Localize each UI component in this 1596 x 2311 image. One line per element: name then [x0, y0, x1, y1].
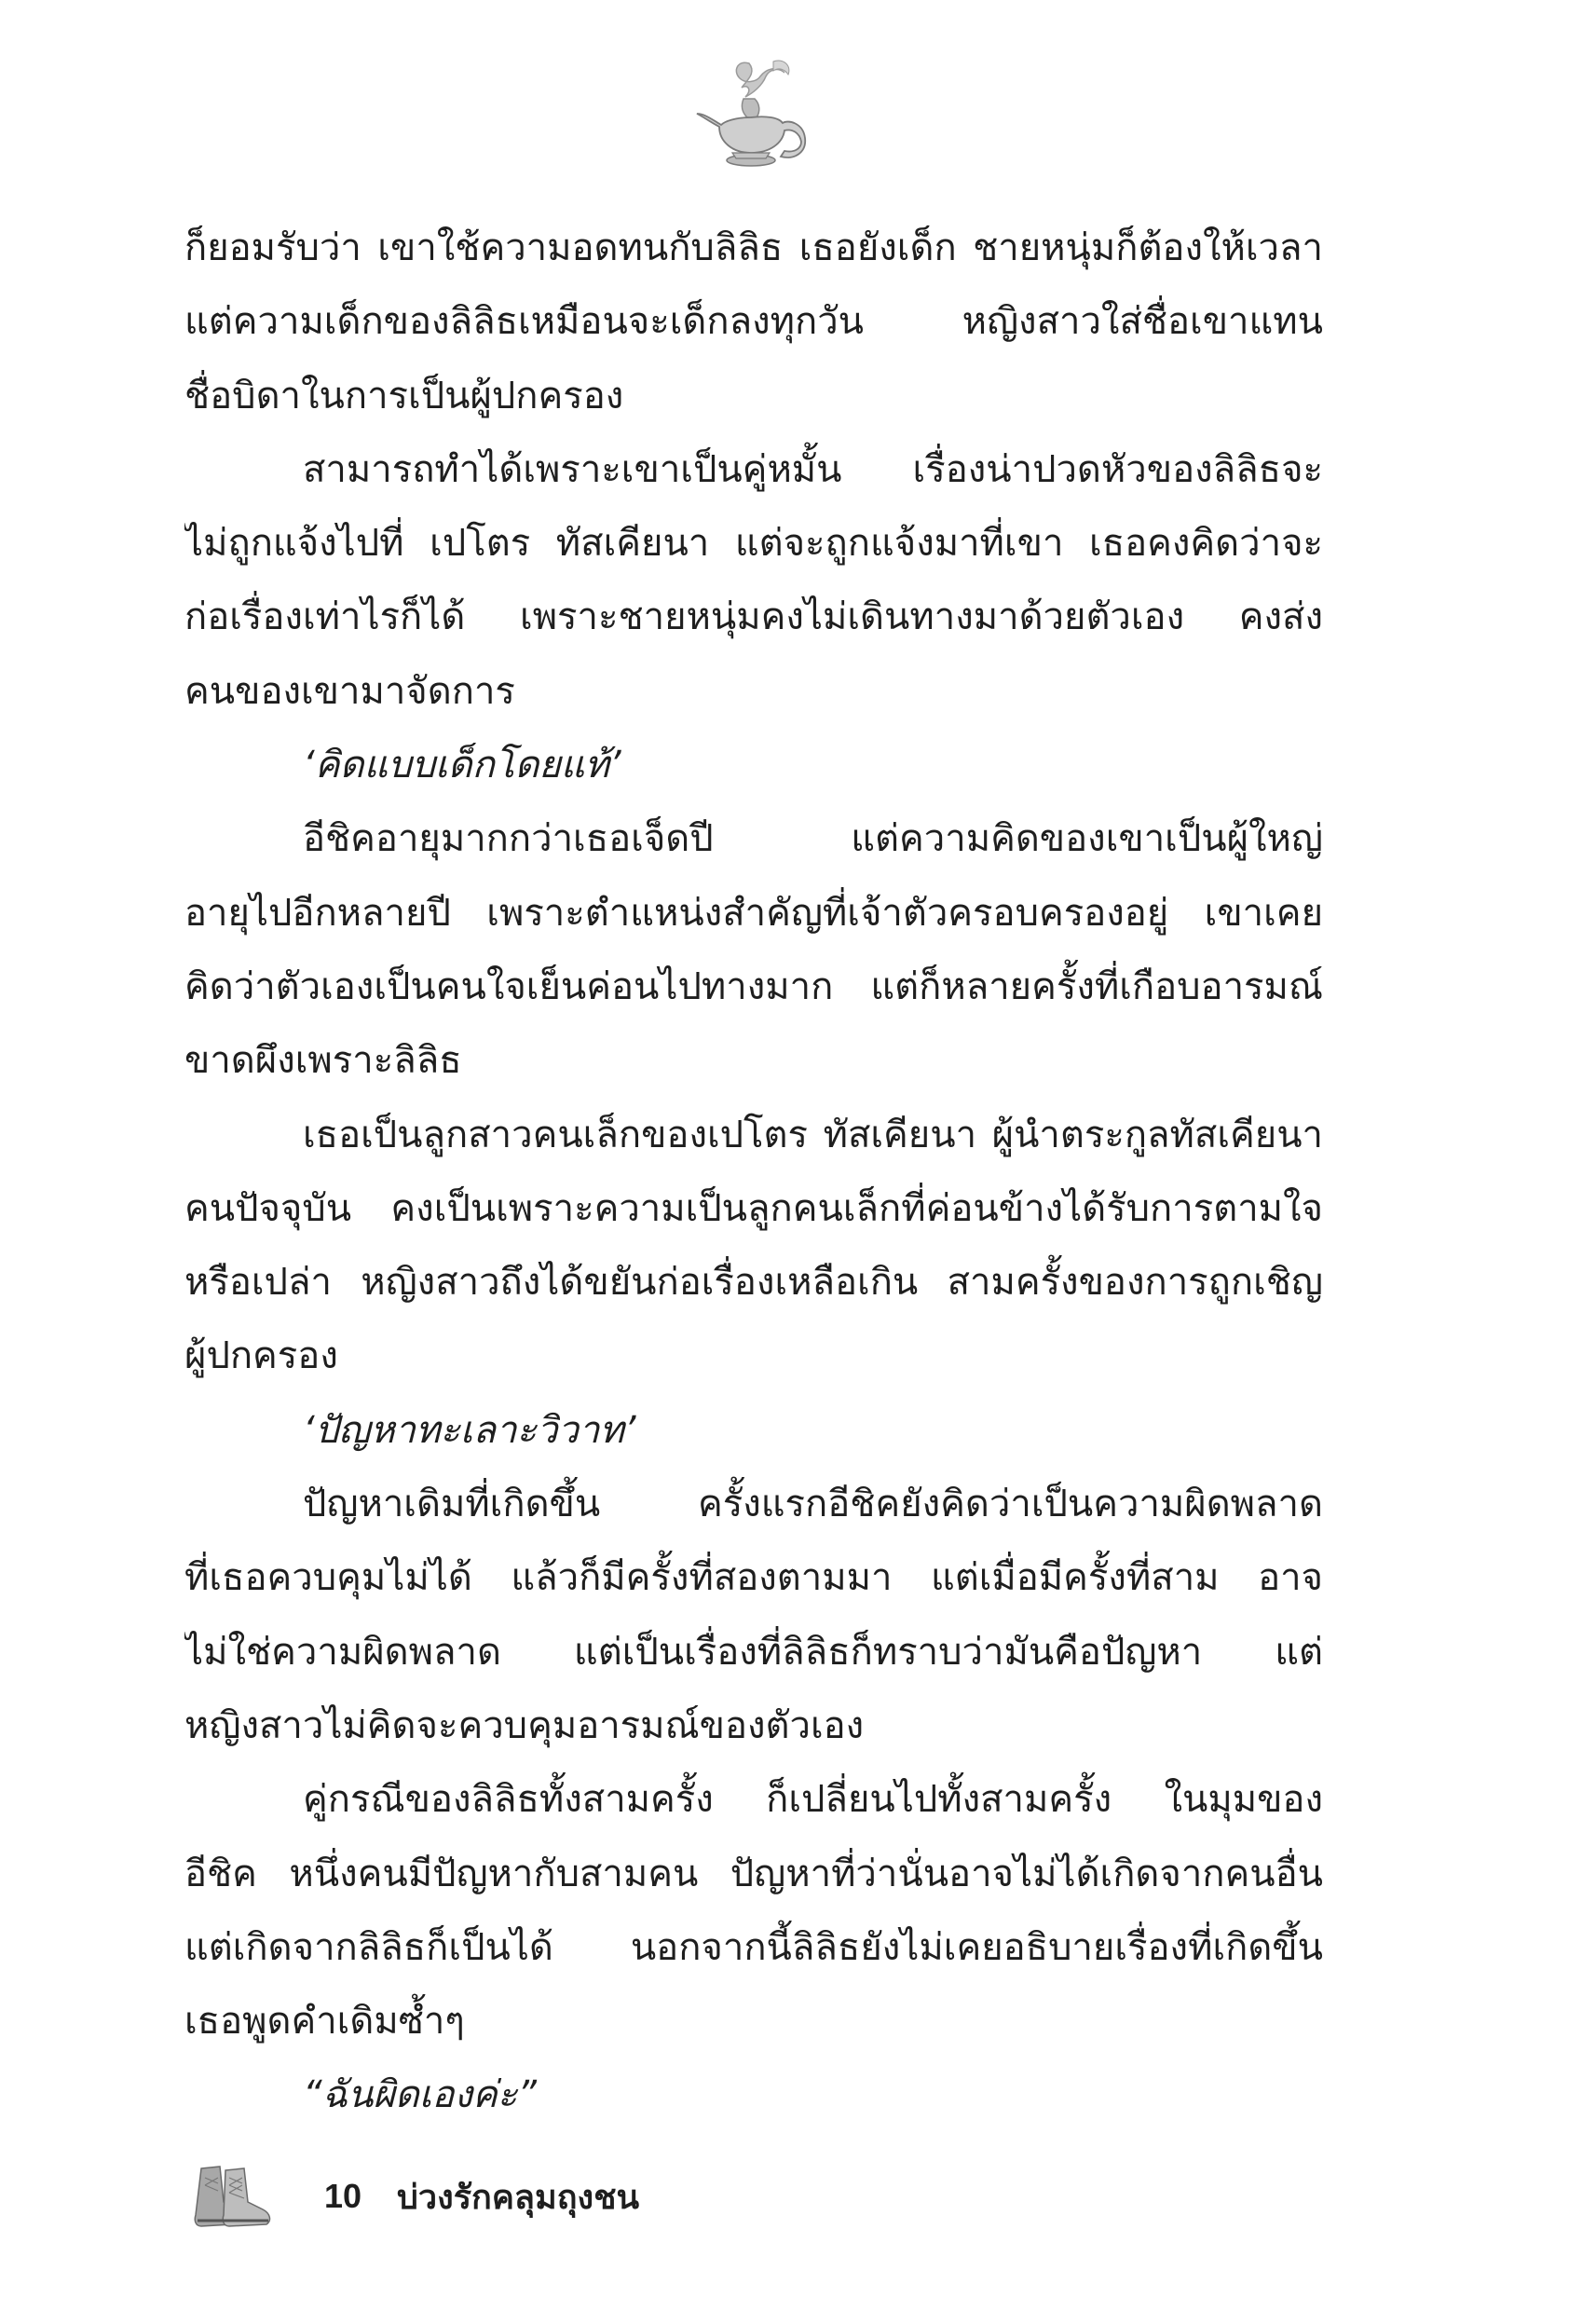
text-line: ปัญหาเดิมที่เกิดขึ้น ครั้งแรกอีชิคยังคิดว่าเป็นความผิดพลาด: [303, 1483, 1323, 1526]
italic-thought-line: ‘ปัญหาทะเลาะวิวาท’: [303, 1408, 636, 1452]
text-line: ก่อเรื่องเท่าไรก็ได้ เพราะชายหนุ่มคงไม่เดินทางมาด้วยตัวเอง คงส่ง: [184, 595, 1323, 639]
text-line: ที่เธอควบคุมไม่ได้ แล้วก็มีครั้งที่สองตามมา แต่เมื่อมีครั้งที่สาม อาจ: [184, 1556, 1323, 1600]
text-line: คนของเขามาจัดการ: [184, 669, 515, 713]
text-line: หญิงสาวไม่คิดจะควบคุมอารมณ์ของตัวเอง: [184, 1703, 865, 1747]
text-line: ผู้ปกครอง: [184, 1334, 338, 1378]
text-line: ขาดผึงเพราะลิลิธ: [184, 1039, 462, 1083]
page-number: 10: [324, 2177, 362, 2215]
text-line: อีชิค หนึ่งคนมีปัญหากับสามคน ปัญหาที่ว่านั่นอาจไม่ได้เกิดจากคนอื่น: [184, 1852, 1323, 1895]
text-line: อายุไปอีกหลายปี เพราะตำแหน่งสำคัญที่เจ้าตัวครอบครองอยู่ เขาเคย: [184, 891, 1323, 935]
genie-lamp-icon: [691, 56, 809, 170]
italic-thought-line: ‘คิดแบบเด็กโดยแท้’: [303, 744, 621, 787]
text-line: คิดว่าตัวเองเป็นคนใจเย็นค่อนไปทางมาก แต่ก็หลายครั้งที่เกือบอารมณ์: [184, 964, 1323, 1008]
text-line: เธอเป็นลูกสาวคนเล็กของเปโตร ทัสเคียนา ผู้นำตระกูลทัสเคียนา: [303, 1113, 1323, 1156]
text-line: แต่เกิดจากลิลิธก็เป็นได้ นอกจากนี้ลิลิธยังไม่เคยอธิบายเรื่องที่เกิดขึ้น: [184, 1925, 1323, 1969]
page-footer: [192, 2164, 639, 2229]
text-line: แต่ความเด็กของลิลิธเหมือนจะเด็กลงทุกวัน หญิงสาวใส่ชื่อเขาแทน: [184, 300, 1323, 344]
text-line: คนปัจจุบัน คงเป็นเพราะความเป็นลูกคนเล็กที่ค่อนข้างได้รับการตามใจ: [184, 1186, 1323, 1230]
italic-dialogue-line: “ฉันผิดเองค่ะ”: [303, 2073, 537, 2117]
text-line: สามารถทำได้เพราะเขาเป็นคู่หมั้น เรื่องน่าปวดหัวของลิลิธจะ: [303, 447, 1323, 491]
text-line: ชื่อบิดาในการเป็นผู้ปกครอง: [184, 374, 624, 417]
text-line: ไม่ถูกแจ้งไปที่ เปโตร ทัสเคียนา แต่จะถูกแจ้งมาที่เขา เธอคงคิดว่าจะ: [184, 522, 1323, 566]
book-title: บ่วงรักคลุมถุงชน: [397, 2178, 640, 2217]
text-line: คู่กรณีของลิลิธทั้งสามครั้ง ก็เปลี่ยนไปทั้งสามครั้ง ในมุมของ: [303, 1778, 1323, 1822]
body-text: [184, 212, 1323, 2133]
text-line: หรือเปล่า หญิงสาวถึงได้ขยันก่อเรื่องเหลือเกิน สามครั้งของการถูกเชิญ: [184, 1261, 1323, 1305]
text-line: เธอพูดคำเดิมซ้ำๆ: [184, 2000, 465, 2044]
boots-icon: [192, 2165, 276, 2228]
text-line: ไม่ใช่ความผิดพลาด แต่เป็นเรื่องที่ลิลิธก็ทราบว่ามันคือปัญหา แต่: [184, 1630, 1323, 1674]
text-line: ก็ยอมรับว่า เขาใช้ความอดทนกับลิลิธ เธอยังเด็ก ชายหนุ่มก็ต้องให้เวลา: [184, 226, 1323, 269]
text-line: อีชิคอายุมากกว่าเธอเจ็ดปี แต่ความคิดของเขาเป็นผู้ใหญ่: [303, 817, 1323, 861]
